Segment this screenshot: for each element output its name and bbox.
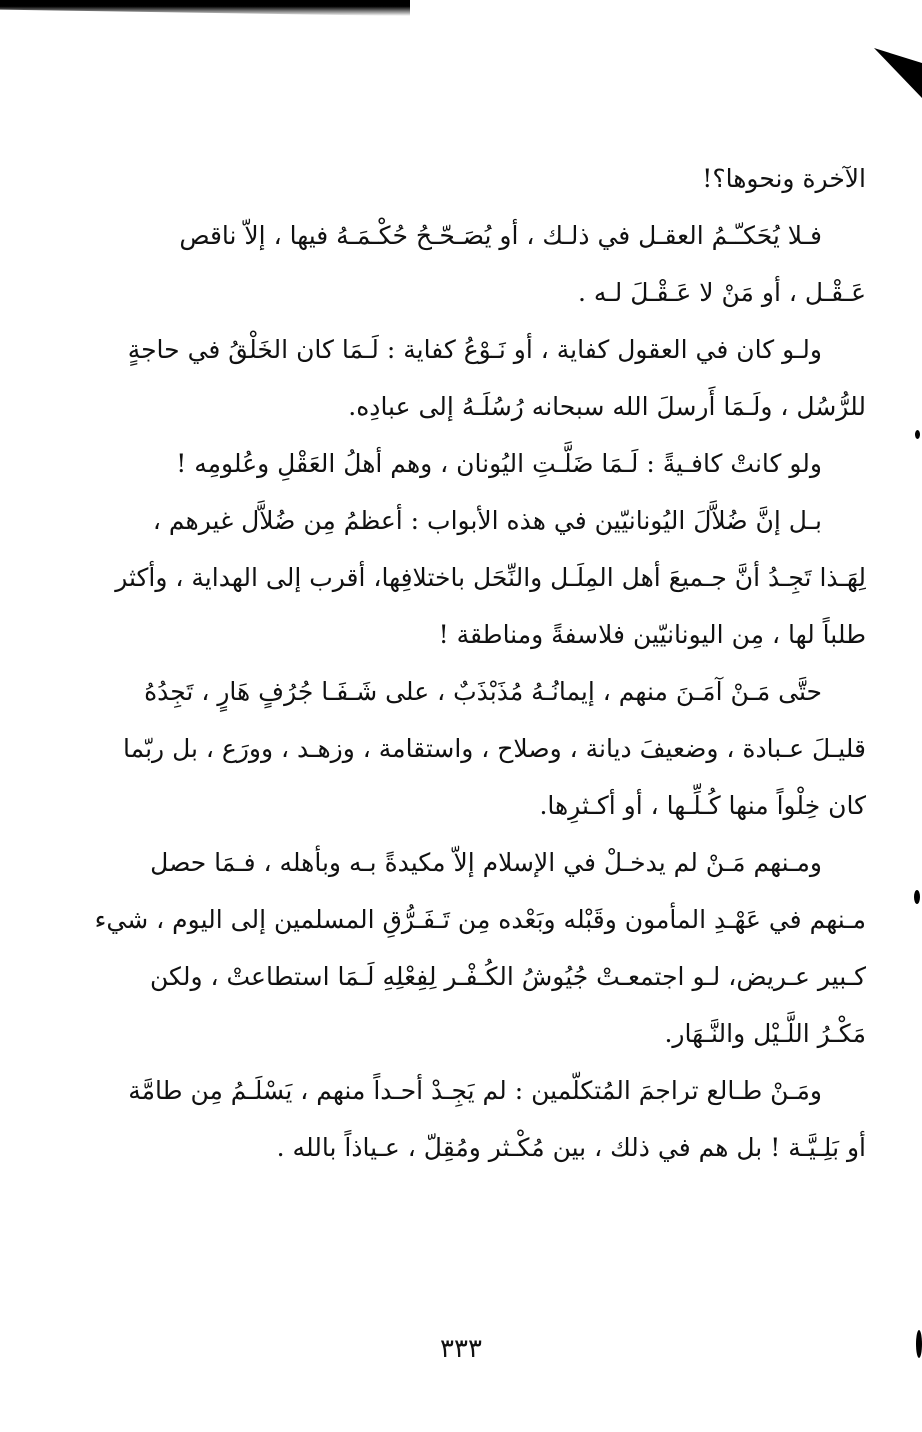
text-line: طلباً لها ، مِن اليونانيّين فلاسفةً ومناطقة !	[438, 620, 866, 649]
text-line: كان خِلْواً منها كُـلِّـها ، أو أكـثرِها.	[539, 791, 866, 820]
text-line: قليـلَ عـبادة ، وضعيفَ ديانة ، وصلاح ، واستقامة ، وزهـد ، وورَع ، بل ربّما	[123, 734, 866, 763]
paragraph-start-line: ومَـنْ طـالع تراجمَ المُتكلّمين : لم يَجِـدْ أحـداً منهم ، يَسْلَـمُ مِن طامَّة	[128, 1076, 822, 1105]
text-line: مَكْـرُ اللَّـيْل والنَّـهَار.	[664, 1019, 866, 1048]
paragraph-start-line: ولو كانتْ كافـيةً : لَـمَا ضَلَّـتِ اليُونان ، وهم أهلُ العَقْلِ وعُلومِه !	[176, 449, 822, 478]
text-line: عَـقْـل ، أو مَنْ لا عَـقْـلَ لـه .	[578, 278, 866, 307]
paragraph-start-line: ولـو كان في العقول كفاية ، أو نَـوْعُ كفاية : لَـمَا كان الخَلْقُ في حاجةٍ	[127, 335, 822, 364]
scan-speck	[914, 890, 920, 904]
text-line: لِهَـذا تَجِـدُ أنَّ جـميعَ أهل المِلَـل والنِّحَل باختلافِها، أقرب إلى الهداية ، وأكثر	[115, 563, 866, 592]
page-number: ٣٣٣	[440, 1334, 482, 1364]
text-line: أو بَلِـيَّـة ! بل هم في ذلك ، بين مُكْـثر ومُقِلّ ، عـياذاً بالله .	[276, 1133, 866, 1162]
text-line: مـنهم في عَهْـدِ المأمون وقَبْله وبَعْده مِن تَـفَـرُّقِ المسلمين إلى اليوم ، شيء	[94, 905, 866, 934]
paragraph-start-line: حتَّى مَـنْ آمَـنَ منهم ، إيمانُـهُ مُذَبْذَبٌ ، على شَـفَـا جُرُفٍ هَارٍ ، تَجِدُهُ	[144, 677, 822, 706]
page-body	[78, 150, 866, 1176]
paragraph-start-line: ومـنهم مَـنْ لم يدخـلْ في الإسلام إلاّ مكيدةً بـه وبأهله ، فـمَا حصل	[150, 848, 822, 877]
scan-edge-top	[0, 0, 410, 16]
text-line: الآخرة ونحوها؟!	[702, 164, 866, 193]
paragraph-start-line: بـل إنَّ ضُلاَّلَ اليُونانيّين في هذه الأبواب : أعظمُ مِن ضُلاَّل غيرهم ،	[152, 506, 822, 535]
scan-speck	[915, 430, 920, 439]
text-line: للرُّسُل ، ولَـمَا أَرسلَ الله سبحانه رُسُلَـهُ إلى عبادِه.	[348, 392, 866, 421]
paragraph-start-line: فـلا يُحَكـّـمُ العقـل في ذلـك ، أو يُصَـحّـحُ حُكْـمَـهُ فيها ، إلاّ ناقص	[179, 221, 822, 250]
scan-edge-corner	[874, 48, 922, 98]
text-line: كـبير عـريض، لـو اجتمعـتْ جُيُوشُ الكُـفْـر لِفِعْلِهِ لَـمَا استطاعتْ ، ولكن	[150, 962, 866, 991]
